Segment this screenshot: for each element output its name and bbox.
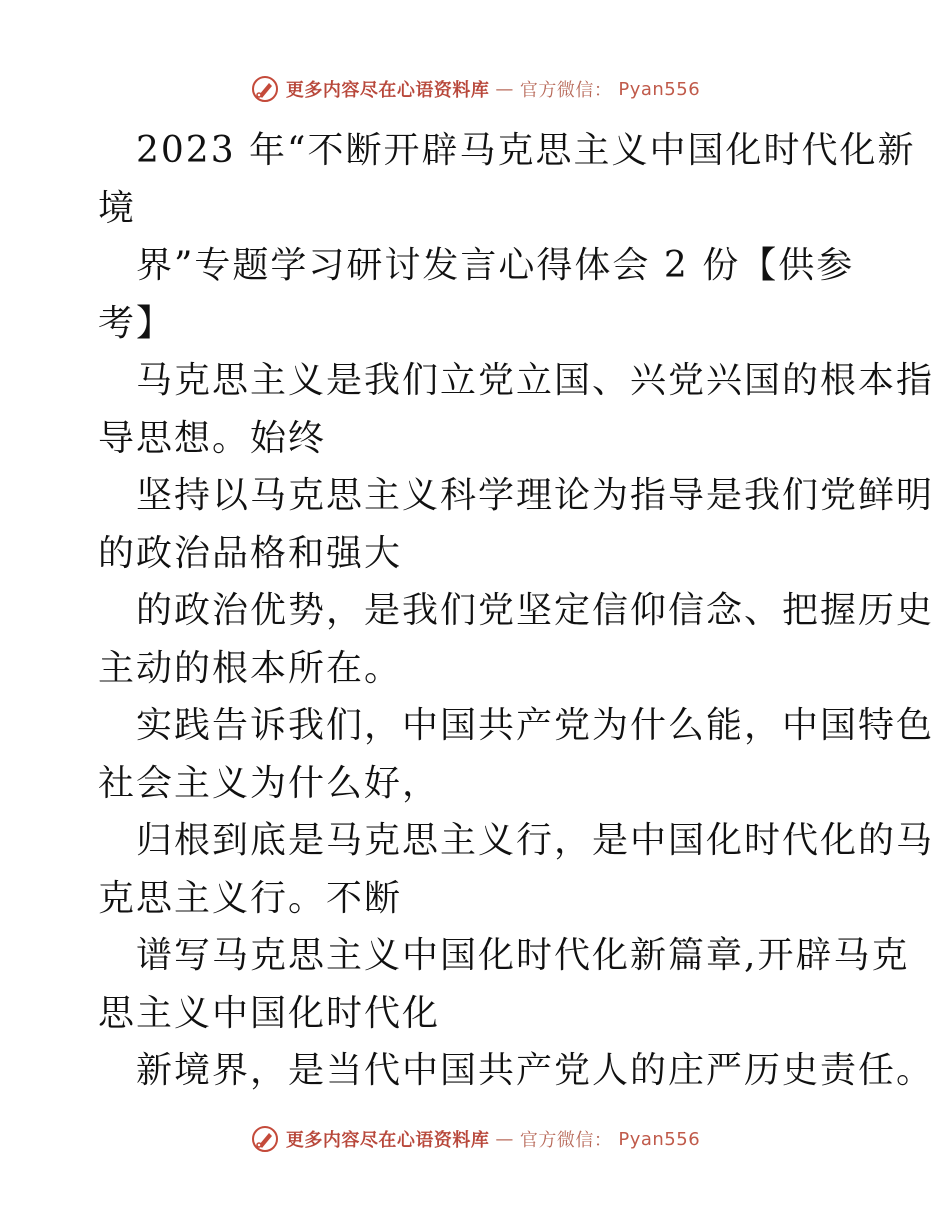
title-line-4: 考】	[98, 302, 175, 344]
watermark-wechat-id: Pyan556	[618, 78, 701, 100]
watermark-brand: 更多内容尽在心语资料库	[285, 1130, 490, 1151]
paragraph-line: 导思想。始终	[98, 417, 327, 459]
title-line-2: 境	[98, 187, 137, 229]
paragraph-line: 新境界，是当代中国共产党人的庄严历史责任。	[136, 1050, 935, 1091]
watermark-brand: 更多内容尽在心语资料库	[285, 80, 490, 101]
paragraph-line: 克思主义行。不断	[98, 877, 403, 919]
paragraph-line: 社会主义为什么好，	[98, 762, 441, 804]
watermark-wechat-id: Pyan556	[618, 1128, 701, 1150]
watermark-dash: —	[495, 78, 514, 100]
paragraph-line: 实践告诉我们，中国共产党为什么能，中国特色	[136, 705, 935, 746]
document-body	[98, 122, 935, 1100]
watermark-wechat-label: 官方微信：	[519, 1130, 613, 1151]
watermark-dash: —	[495, 1128, 514, 1150]
watermark-wechat-label: 官方微信：	[519, 80, 613, 101]
footer-watermark	[0, 1124, 950, 1154]
paragraph-line: 主动的根本所在。	[98, 647, 403, 689]
pen-nib-logo-icon	[250, 74, 280, 104]
title-line-1: 2023 年“不断开辟马克思主义中国化时代化新	[136, 130, 916, 171]
pen-nib-logo-icon	[250, 1124, 280, 1154]
paragraph-line: 思主义中国化时代化	[98, 992, 441, 1034]
paragraph-line: 的政治优势，是我们党坚定信仰信念、把握历史	[136, 590, 935, 631]
paragraph-line: 归根到底是马克思主义行，是中国化时代化的马	[136, 820, 935, 861]
paragraph-line: 坚持以马克思主义科学理论为指导是我们党鲜明	[136, 475, 935, 516]
paragraph-line: 的政治品格和强大	[98, 532, 403, 574]
title-line-3: 界”专题学习研讨发言心得体会 2 份【供参	[136, 245, 855, 286]
header-watermark	[0, 74, 950, 104]
paragraph-line: 马克思主义是我们立党立国、兴党兴国的根本指	[136, 360, 935, 401]
paragraph-line: 谱写马克思主义中国化时代化新篇章,开辟马克	[136, 935, 910, 976]
